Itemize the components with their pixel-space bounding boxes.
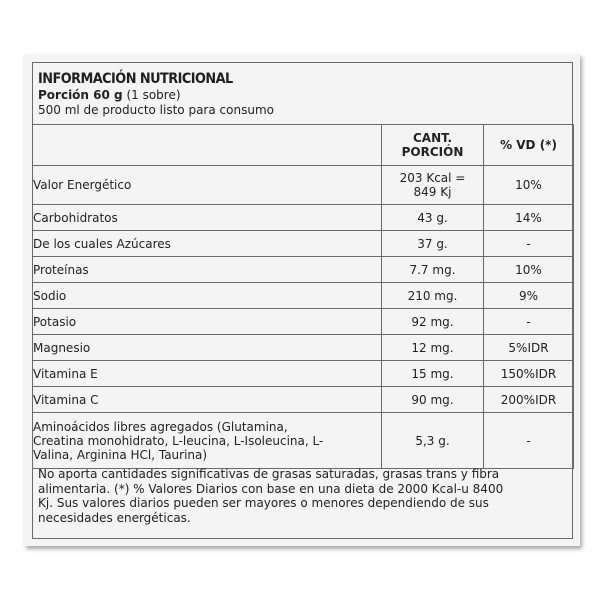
nutrient-amount: 43 g. [382, 205, 484, 231]
nutrient-vd: 150%IDR [484, 361, 574, 387]
nutrient-amount: 210 mg. [382, 283, 484, 309]
footnote [38, 467, 568, 525]
table-row [33, 387, 574, 413]
table-row [33, 413, 574, 469]
energy-kcal: 203 Kcal = [399, 171, 466, 185]
nutrient-name: Carbohidratos [33, 205, 382, 231]
label-header [38, 71, 568, 118]
amount-header-line1: CANT. [412, 131, 453, 145]
nutrient-name: Valor Energético [33, 166, 382, 205]
portion-size-bold: Porción 60 g [38, 88, 123, 102]
nutrient-name: Sodio [33, 283, 382, 309]
nutrient-amount: 37 g. [382, 231, 484, 257]
footnote-line: Kj. Sus valores diarios pueden ser mayores o menores dependiendo de sus [38, 496, 489, 510]
nutrient-name: Magnesio [33, 335, 382, 361]
nutrient-amount [382, 166, 484, 205]
nutrient-vd: 5%IDR [484, 335, 574, 361]
portion-size [38, 88, 568, 103]
nutrient-amount: 15 mg. [382, 361, 484, 387]
nutrient-name: Vitamina C [33, 387, 382, 413]
footnote-line: alimentaria. (*) % Valores Diarios con base en una dieta de 2000 Kcal-u 8400 [38, 481, 504, 496]
nutrient-vd: - [484, 413, 574, 469]
nutrient-vd: 10% [484, 166, 574, 205]
nutrient-vd: 200%IDR [484, 387, 574, 413]
portion-size-detail: (1 sobre) [122, 88, 181, 102]
table-row [33, 257, 574, 283]
footnote-line: No aporta cantidades significativas de grasas saturadas, grasas trans y fibra [38, 467, 500, 481]
table-row [33, 166, 574, 205]
serving-note: 500 ml de producto listo para consumo [38, 103, 274, 117]
nutrient-vd: 9% [484, 283, 574, 309]
table-row [33, 231, 574, 257]
nutrient-amount: 12 mg. [382, 335, 484, 361]
amount-column-header [382, 125, 484, 166]
table-row [33, 309, 574, 335]
nutrient-amount: 5,3 g. [382, 413, 484, 469]
energy-kj: 849 Kj [413, 185, 452, 199]
nutrition-table [32, 124, 574, 469]
amino-line-1: Aminoácidos libres agregados (Glutamina, [33, 419, 288, 434]
vd-column-header: % VD (*) [484, 125, 574, 166]
nutrient-vd: 14% [484, 205, 574, 231]
nutrient-vd: - [484, 231, 574, 257]
nutrient-vd: - [484, 309, 574, 335]
label-title: INFORMACIÓN NUTRICIONAL [38, 71, 233, 87]
table-row [33, 361, 574, 387]
table-row [33, 335, 574, 361]
table-row [33, 205, 574, 231]
nutrient-vd: 10% [484, 257, 574, 283]
nutrient-amount: 7.7 mg. [382, 257, 484, 283]
nutrient-amount: 90 mg. [382, 387, 484, 413]
nutrient-name: Vitamina E [33, 361, 382, 387]
table-row [33, 283, 574, 309]
table-header-row [33, 125, 574, 166]
footnote-line: necesidades energéticas. [38, 510, 191, 525]
nutrient-name: De los cuales Azúcares [33, 231, 382, 257]
amino-line-3: Valina, Arginina HCl, Taurina) [33, 447, 208, 462]
nutrient-name [33, 413, 382, 469]
nutrient-name: Proteínas [33, 257, 382, 283]
amino-line-2: Creatina monohidrato, L-leucina, L-Isoleucina, L- [33, 433, 324, 448]
amount-header-line2: PORCIÓN [401, 145, 464, 159]
nutrient-amount: 92 mg. [382, 309, 484, 335]
nutrient-column-header [33, 125, 382, 166]
nutrient-name: Potasio [33, 309, 382, 335]
